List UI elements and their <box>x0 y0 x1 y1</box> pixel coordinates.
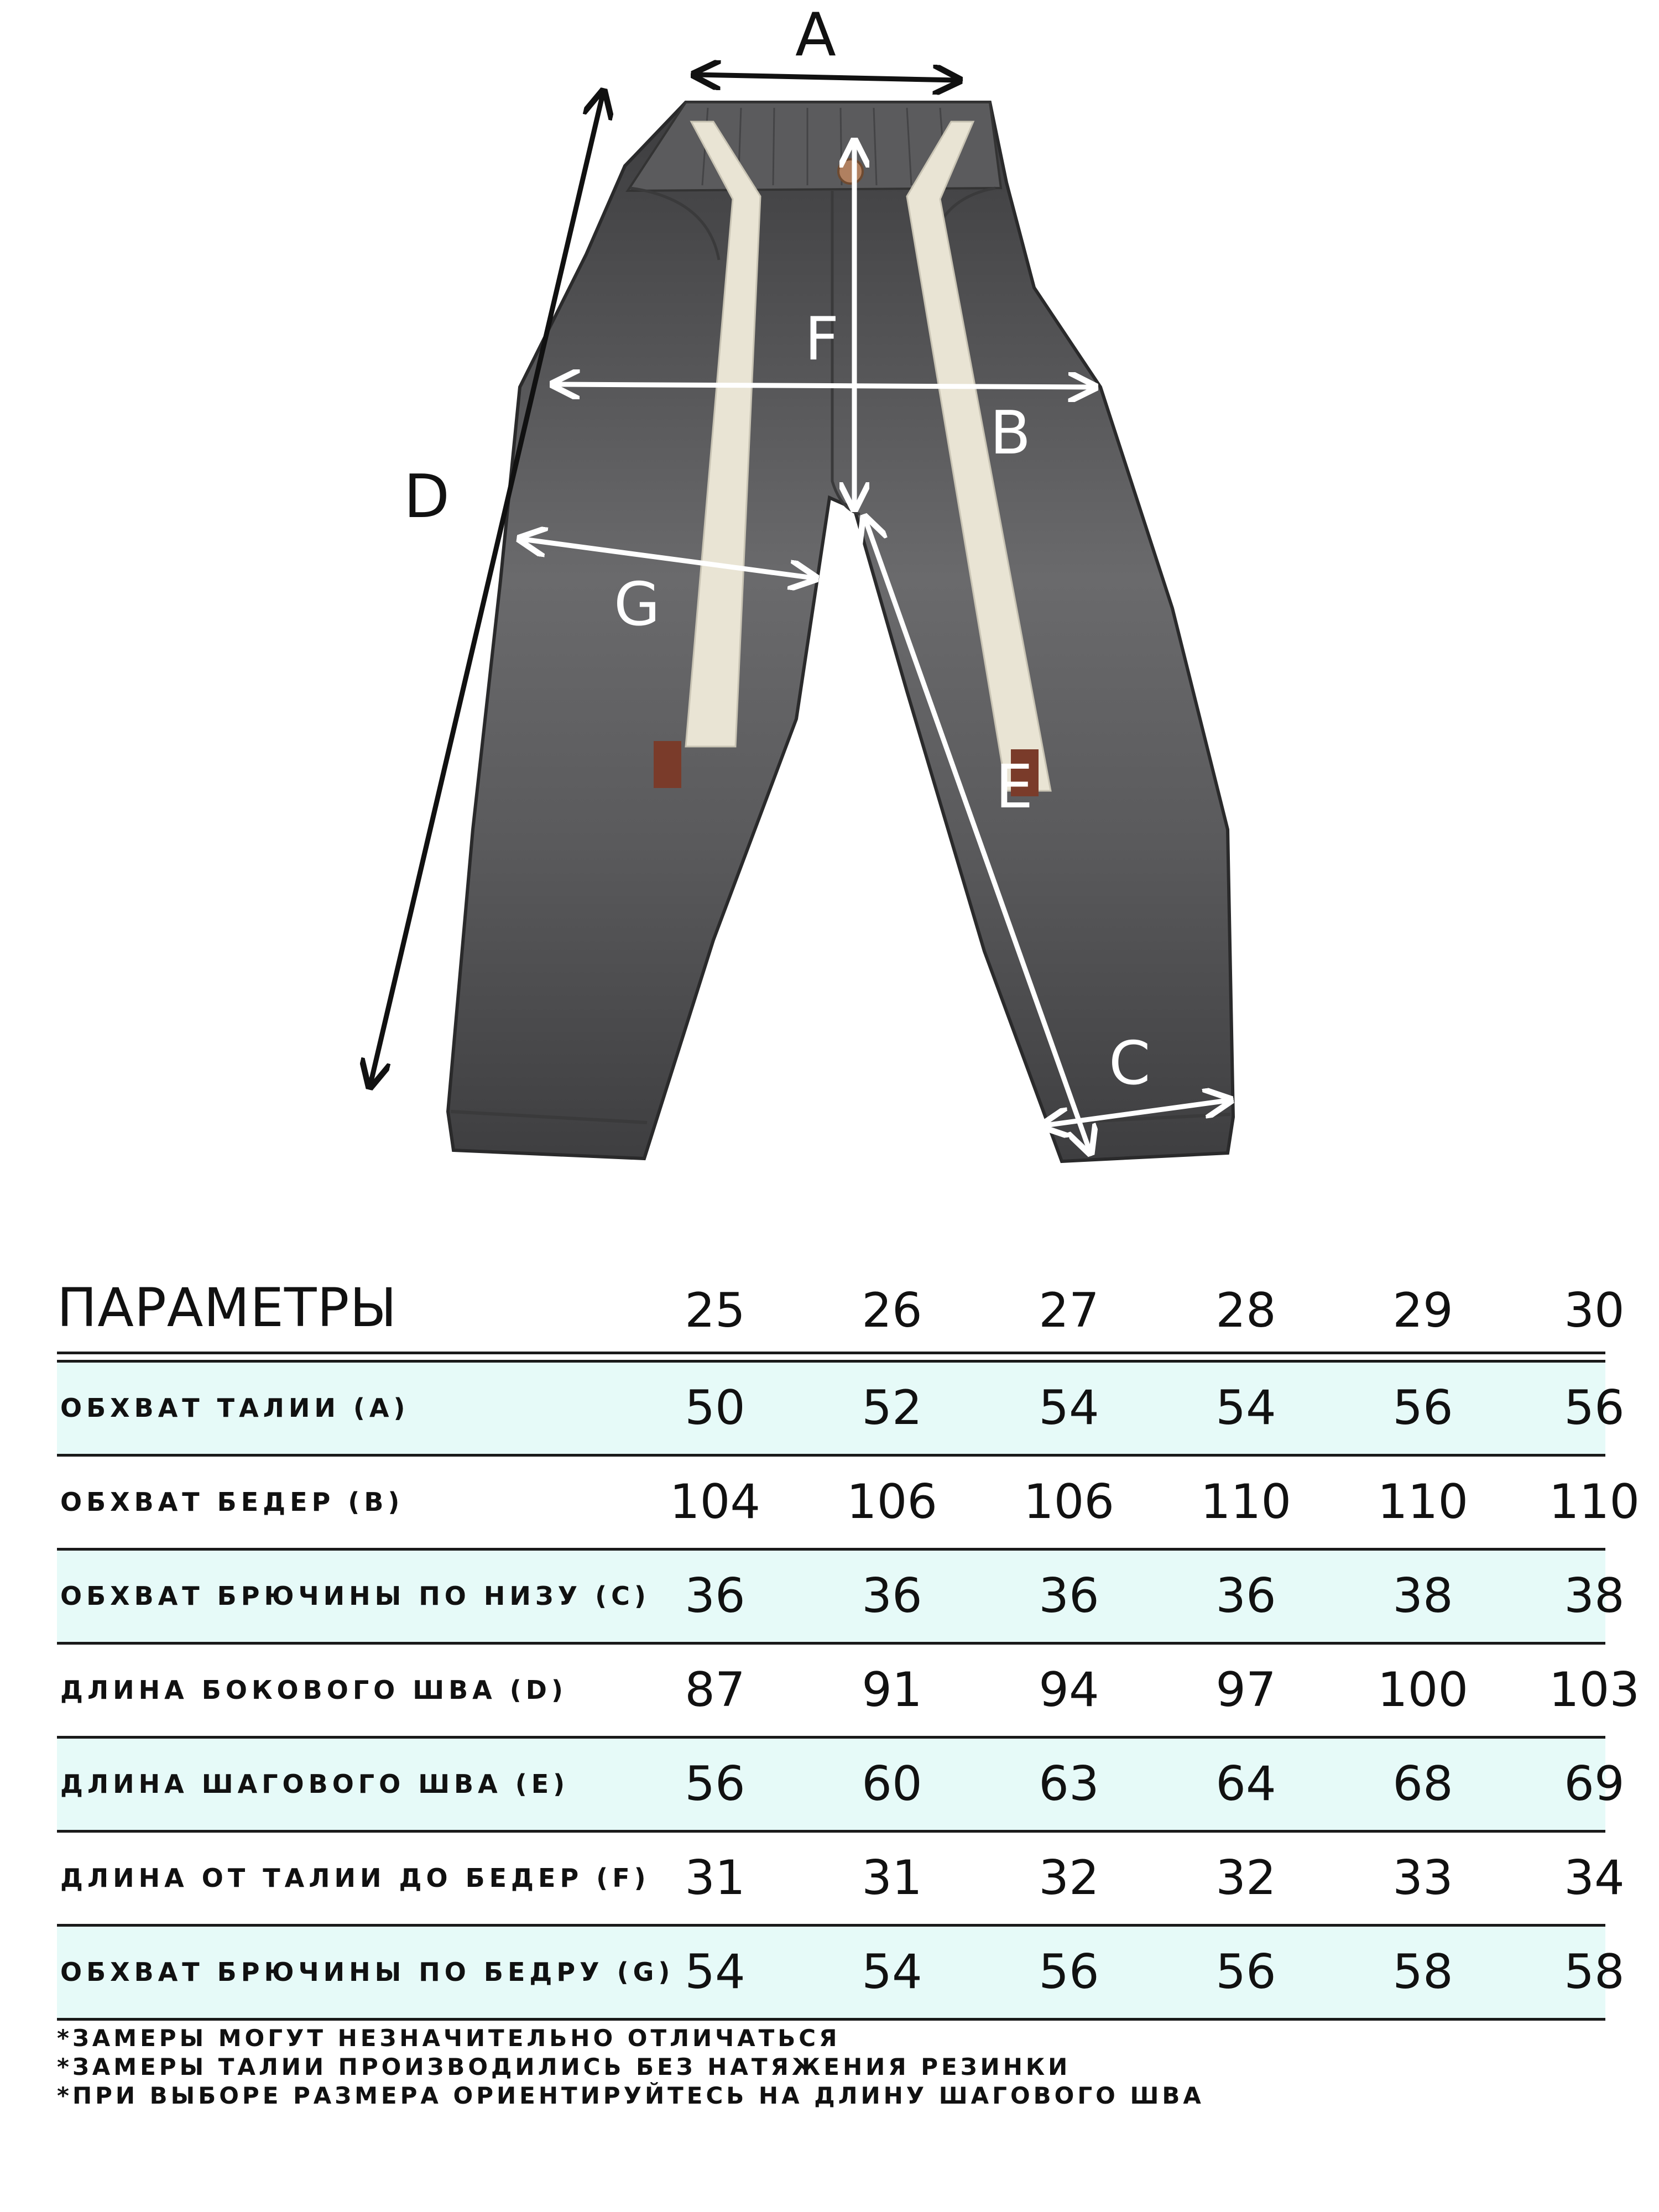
drawstring-tip-left <box>654 741 681 788</box>
waist-button <box>838 159 863 184</box>
row-value: 56 <box>1564 1380 1625 1436</box>
table-row <box>57 1739 1625 1833</box>
row-label: ДЛИНА ОТ ТАЛИИ ДО БЕДЕР (F) <box>60 1863 650 1893</box>
table-title: ПАРАМЕТРЫ <box>57 1277 398 1339</box>
row-value: 56 <box>685 1756 745 1812</box>
label-b: B <box>990 399 1031 468</box>
row-value: 58 <box>1392 1944 1453 2000</box>
row-label: ОБХВАТ БРЮЧИНЫ ПО БЕДРУ (G) <box>60 1957 675 1987</box>
note-1: *ЗАМЕРЫ МОГУТ НЕЗНАЧИТЕЛЬНО ОТЛИЧАТЬСЯ <box>57 2025 841 2052</box>
row-value: 56 <box>1039 1944 1099 2000</box>
size-table <box>57 1266 1640 2021</box>
row-value: 110 <box>1548 1474 1640 1530</box>
row-value: 58 <box>1564 1944 1625 2000</box>
row-value: 32 <box>1215 1850 1276 1906</box>
table-row <box>57 1363 1625 1457</box>
row-value: 38 <box>1564 1568 1625 1624</box>
table-row <box>57 1833 1625 1927</box>
row-value: 54 <box>1039 1380 1099 1436</box>
footnotes <box>57 2024 1495 2110</box>
row-value: 68 <box>1392 1756 1453 1812</box>
size-26: 26 <box>862 1283 922 1338</box>
label-e: E <box>995 753 1034 822</box>
row-value: 54 <box>1215 1380 1276 1436</box>
row-value: 64 <box>1215 1756 1276 1812</box>
table-body <box>57 1363 1640 2021</box>
table-row <box>57 1645 1640 1739</box>
arrow-a <box>697 75 957 80</box>
row-value: 63 <box>1039 1756 1099 1812</box>
row-value: 100 <box>1377 1662 1469 1718</box>
note-2: *ЗАМЕРЫ ТАЛИИ ПРОИЗВОДИЛИСЬ БЕЗ НАТЯЖЕНИЯ РЕЗИНКИ <box>57 2053 1071 2080</box>
size-28: 28 <box>1215 1283 1276 1338</box>
row-value: 91 <box>862 1662 922 1718</box>
row-value: 54 <box>862 1944 922 2000</box>
label-d: D <box>404 462 450 531</box>
row-value: 36 <box>862 1568 922 1624</box>
header-rule-1 <box>57 1352 1605 1354</box>
row-value: 52 <box>862 1380 922 1436</box>
row-label: ДЛИНА БОКОВОГО ШВА (D) <box>60 1675 567 1705</box>
row-value: 87 <box>685 1662 745 1718</box>
row-value: 31 <box>685 1850 745 1906</box>
row-value: 56 <box>1215 1944 1276 2000</box>
label-a: A <box>795 1 836 70</box>
row-value: 103 <box>1548 1662 1640 1718</box>
size-29: 29 <box>1392 1283 1453 1338</box>
row-value: 50 <box>685 1380 745 1436</box>
arrow-b <box>556 384 1092 387</box>
row-value: 104 <box>669 1474 761 1530</box>
row-label: ОБХВАТ БЕДЕР (В) <box>60 1487 404 1517</box>
row-value: 110 <box>1200 1474 1292 1530</box>
row-label: ОБХВАТ ТАЛИИ (А) <box>60 1393 410 1423</box>
row-value: 69 <box>1564 1756 1625 1812</box>
label-f: F <box>805 305 839 374</box>
row-value: 33 <box>1392 1850 1453 1906</box>
row-value: 31 <box>862 1850 922 1906</box>
row-value: 36 <box>1215 1568 1276 1624</box>
table-row <box>57 1457 1640 1551</box>
row-value: 106 <box>846 1474 938 1530</box>
row-value: 36 <box>685 1568 745 1624</box>
label-c: C <box>1109 1029 1151 1098</box>
table-row <box>57 1551 1625 1645</box>
row-label: ОБХВАТ БРЮЧИНЫ ПО НИЗУ (С) <box>60 1581 650 1611</box>
row-value: 34 <box>1564 1850 1625 1906</box>
row-value: 106 <box>1023 1474 1115 1530</box>
size-25: 25 <box>685 1283 745 1338</box>
size-27: 27 <box>1039 1283 1099 1338</box>
size-30: 30 <box>1564 1283 1625 1338</box>
row-value: 54 <box>685 1944 745 2000</box>
label-g: G <box>614 570 660 639</box>
row-value: 97 <box>1215 1662 1276 1718</box>
row-value: 56 <box>1392 1380 1453 1436</box>
row-value: 60 <box>862 1756 922 1812</box>
row-value: 36 <box>1039 1568 1099 1624</box>
row-value: 94 <box>1039 1662 1099 1718</box>
table-row <box>57 1927 1625 2021</box>
table-header <box>57 1266 1625 1349</box>
row-value: 110 <box>1377 1474 1469 1530</box>
note-3: *ПРИ ВЫБОРЕ РАЗМЕРА ОРИЕНТИРУЙТЕСЬ НА ДЛИНУ ШАГОВОГО ШВА <box>57 2082 1204 2109</box>
row-label: ДЛИНА ШАГОВОГО ШВА (E) <box>60 1769 570 1799</box>
row-value: 32 <box>1039 1850 1099 1906</box>
row-value: 38 <box>1392 1568 1453 1624</box>
